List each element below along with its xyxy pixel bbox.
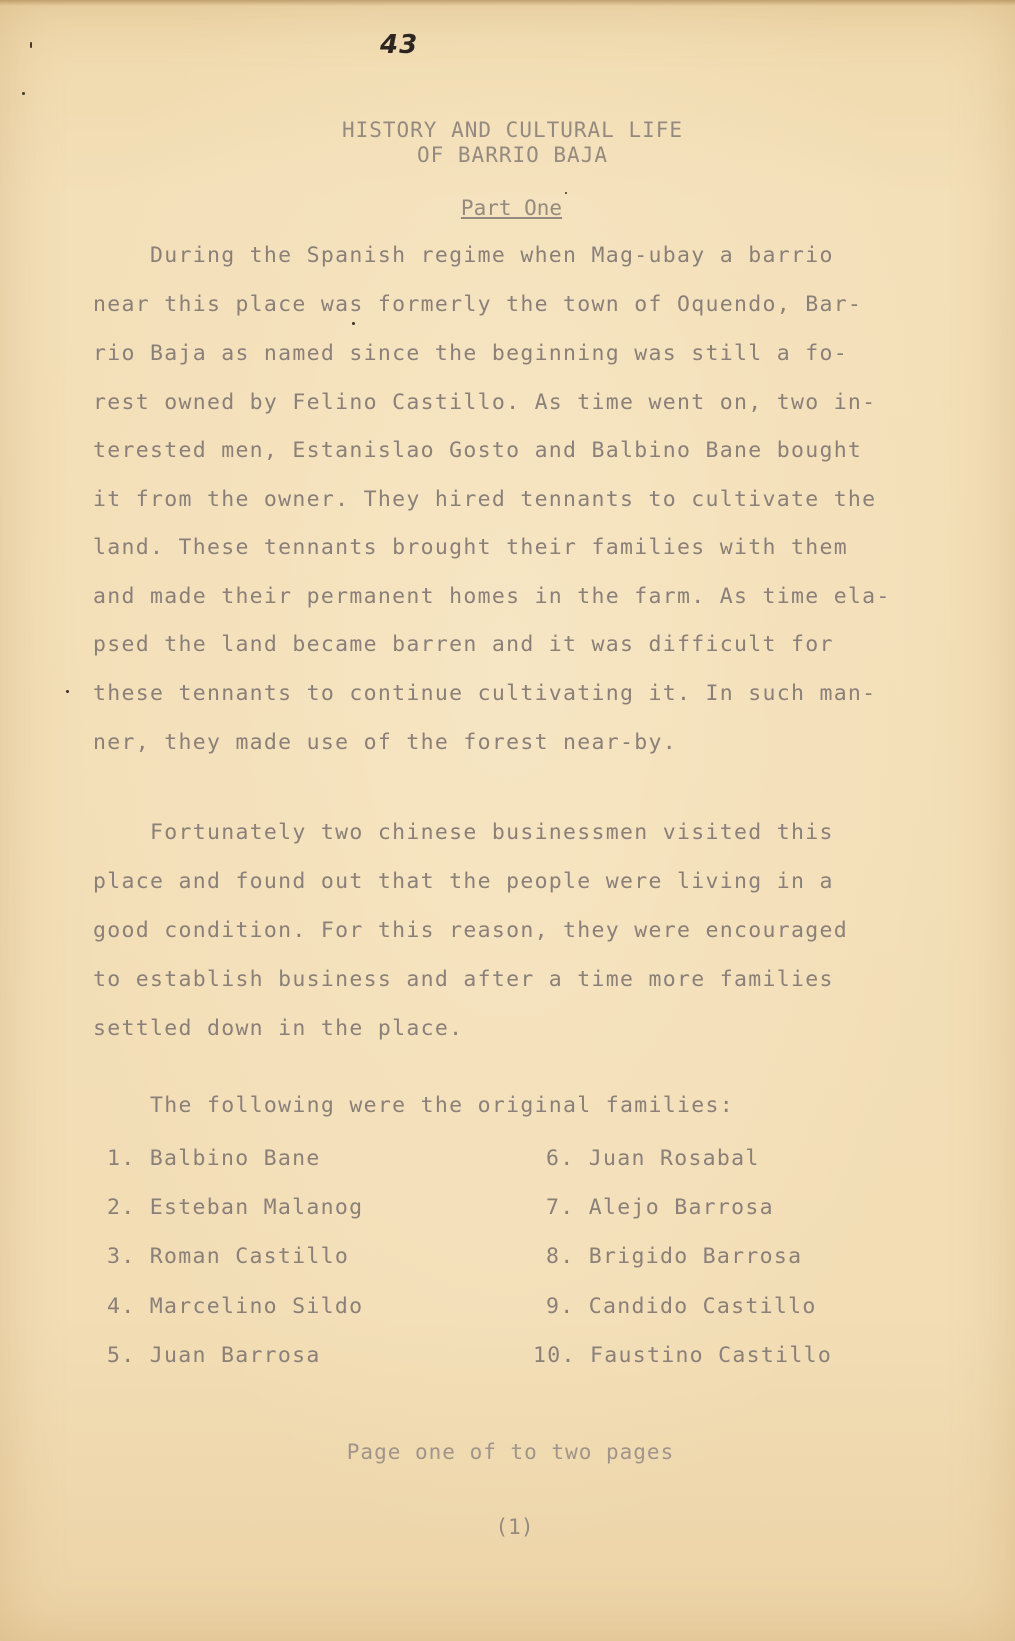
paragraph-line: rio Baja as named since the beginning was still a fo- [93,341,848,366]
list-item: 3. Roman Castillo [107,1244,350,1269]
paragraph-line: place and found out that the people were living in a [93,869,834,894]
list-item: 10. Faustino Castillo [533,1343,833,1368]
paragraph-line: settled down in the place. [93,1016,464,1041]
list-item: 4. Marcelino Sildo [107,1294,364,1319]
page-count-note: Page one of to two pages [346,1440,675,1464]
ink-speck [30,42,32,48]
ink-speck [352,322,355,325]
list-item: 6. Juan Rosabal [546,1146,760,1171]
paragraph-line: these tennants to continue cultivating it. In such man- [93,681,877,706]
ink-speck [66,690,69,693]
paragraph-line: terested men, Estanislao Gosto and Balbino Bane bought [93,438,863,463]
paragraph-line: land. These tennants brought their families with them [93,535,848,560]
page-number-bottom: (1) [495,1515,534,1539]
paragraph-line: to establish business and after a time more families [93,967,834,992]
list-item: 2. Esteban Malanog [107,1195,364,1220]
paragraph-line: near this place was formerly the town of Oquendo, Bar- [93,292,863,317]
paragraph-line: it from the owner. They hired tennants to cultivate the [93,487,877,512]
paragraph-line: good condition. For this reason, they were encouraged [93,918,848,943]
list-item: 1. Balbino Bane [107,1146,321,1171]
list-item: 5. Juan Barrosa [107,1343,321,1368]
paragraph-line: rest owned by Felino Castillo. As time went on, two in- [93,390,877,415]
ink-speck [565,192,567,194]
paragraph-line: Fortunately two chinese businessmen visited this [93,820,834,845]
part-heading: Part One [460,196,563,220]
ink-speck [22,92,25,95]
paragraph-line: and made their permanent homes in the farm. As time ela- [93,584,891,609]
handwritten-page-number: 43 [380,30,419,60]
list-item: 7. Alejo Barrosa [546,1195,774,1220]
paragraph-line: psed the land became barren and it was difficult for [93,632,834,657]
title-line-1: HISTORY AND CULTURAL LIFE [341,118,684,142]
paragraph-line: ner, they made use of the forest near-by. [93,730,678,755]
title-line-2: OF BARRIO BAJA [416,143,608,167]
list-item: 9. Candido Castillo [546,1294,817,1319]
page-top-edge [0,0,1015,6]
list-intro: The following were the original families: [93,1093,734,1118]
list-item: 8. Brigido Barrosa [546,1244,803,1269]
paragraph-line: During the Spanish regime when Mag-ubay a barrio [93,243,834,268]
